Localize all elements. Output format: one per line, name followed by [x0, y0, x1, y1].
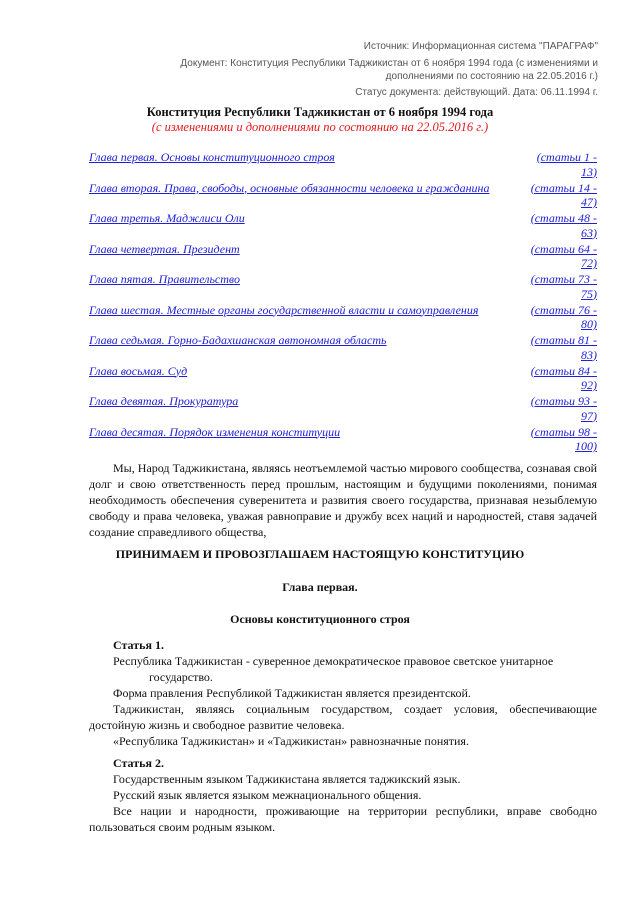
toc-range-link[interactable]: (статьи 76 - 80) [530, 302, 597, 331]
toc-chapter-link[interactable]: Глава восьмая. Суд [89, 363, 188, 378]
article-paragraph: Все нации и народности, проживающие на территории республики, вправе свободно пользоваться своим родным языком. [89, 804, 597, 834]
paragraph-text: Республика Таджикистан - суверенное демократическое правовое светское унитарное [113, 654, 554, 668]
article-paragraph: Государственным языком Таджикистана является таджикский язык. [113, 772, 461, 786]
table-of-contents [89, 150, 597, 455]
article-paragraph [89, 653, 597, 685]
toc-item [89, 211, 597, 240]
article-1 [89, 637, 597, 749]
toc-item [89, 394, 597, 423]
document-title: Конституция Республики Таджикистан от 6 ноября 1994 года [146, 105, 494, 119]
article-title: Статья 2. [113, 756, 164, 770]
toc-range-link[interactable]: (статьи 48 - 63) [530, 211, 597, 240]
article-2 [89, 755, 597, 835]
toc-chapter-link[interactable]: Глава первая. Основы конституционного строя [89, 150, 335, 164]
toc-range-link[interactable]: (статьи 84 - 92) [530, 363, 597, 392]
toc-chapter-link[interactable]: Глава пятая. Правительство [89, 272, 240, 286]
article-paragraph: Русский язык является языком межнационального общения. [113, 788, 422, 802]
toc-item [89, 242, 597, 271]
article-paragraph: Форма правления Республикой Таджикистан является президентской. [113, 686, 471, 700]
toc-item [89, 150, 597, 179]
toc-chapter-link[interactable]: Глава девятая. Прокуратура [89, 394, 239, 408]
toc-item [89, 425, 597, 454]
article-paragraph: Таджикистан, являясь социальным государством, создает условия, обеспечивающие достойную жизнь и свободное развитие человека. [89, 702, 597, 732]
toc-item [89, 181, 597, 210]
toc-range-link[interactable]: (статьи 64 - 72) [530, 241, 597, 270]
document-line: Документ: Конституция Республики Таджикистан от 6 ноября 1994 года (с изменениями и дополнениями по состоянию на 22.05.2016 г.) [180, 58, 598, 82]
toc-chapter-link[interactable]: Глава десятая. Порядок изменения конституции [89, 424, 341, 439]
chapter-number: Глава первая. [282, 580, 358, 594]
toc-item [89, 303, 597, 332]
toc-range-link[interactable]: (статьи 93 - 97) [530, 394, 597, 423]
toc-range-link[interactable]: (статьи 1 - 13) [536, 150, 597, 179]
toc-chapter-link[interactable]: Глава седьмая. Горно-Бадахшанская автономная область [89, 333, 387, 347]
source-line: Источник: Информационная система "ПАРАГРАФ" [363, 41, 598, 52]
toc-chapter-link[interactable]: Глава четвертая. Президент [89, 241, 240, 256]
paragraph-text: государство. [149, 670, 213, 684]
article-title: Статья 1. [113, 638, 164, 652]
article-paragraph: «Республика Таджикистан» и «Таджикистан» равнозначные понятия. [113, 734, 469, 748]
toc-item [89, 364, 597, 393]
toc-range-link[interactable]: (статьи 81 - 83) [530, 333, 597, 362]
toc-item [89, 272, 597, 301]
chapter-name: Основы конституционного строя [230, 612, 410, 626]
toc-chapter-link[interactable]: Глава третья. Маджлиси Оли [89, 211, 245, 225]
toc-chapter-link[interactable]: Глава вторая. Права, свободы, основные обязанности человека и гражданина [89, 180, 490, 195]
proclamation: ПРИНИМАЕМ И ПРОВОЗГЛАШАЕМ НАСТОЯЩУЮ КОНСТИТУЦИЮ [115, 547, 525, 561]
toc-chapter-link[interactable]: Глава шестая. Местные органы государственной власти и самоуправления [89, 302, 479, 317]
toc-item [89, 333, 597, 362]
status-line: Статус документа: действующий. Дата: 06.11.1994 г. [355, 87, 598, 98]
document-subtitle: (с изменениями и дополнениями по состоянию на 22.05.2016 г.) [151, 120, 489, 134]
toc-range-link[interactable]: (статьи 73 - 75) [530, 272, 597, 301]
toc-range-link[interactable]: (статьи 14 - 47) [530, 180, 597, 209]
toc-range-link[interactable]: (статьи 98 - 100) [530, 424, 597, 453]
preamble: Мы, Народ Таджикистана, являясь неотъемлемой частью мирового сообщества, сознавая свой долг и свою ответственность перед прошлым, настоящим и будущими поколениями, понимая необходимость обеспечения суверенитета и развития своего государства, признавая незыблемую свободу и права человека, уважая равноправие и дружбу всех наций и народностей, ставя задачей создание справедливого общества, [89, 461, 597, 539]
